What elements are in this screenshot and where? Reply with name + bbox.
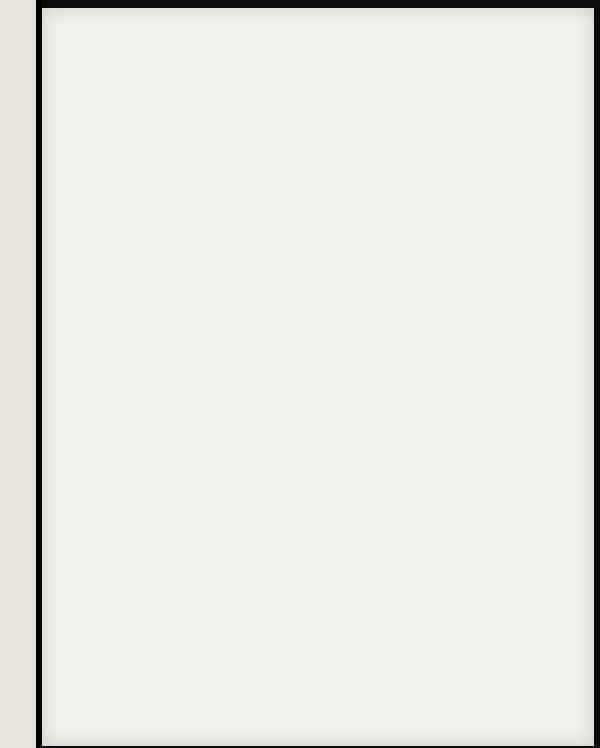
running-header [54,50,580,68]
document-page [42,8,594,746]
adjacent-page-edge [0,0,39,748]
page-body [54,70,580,80]
